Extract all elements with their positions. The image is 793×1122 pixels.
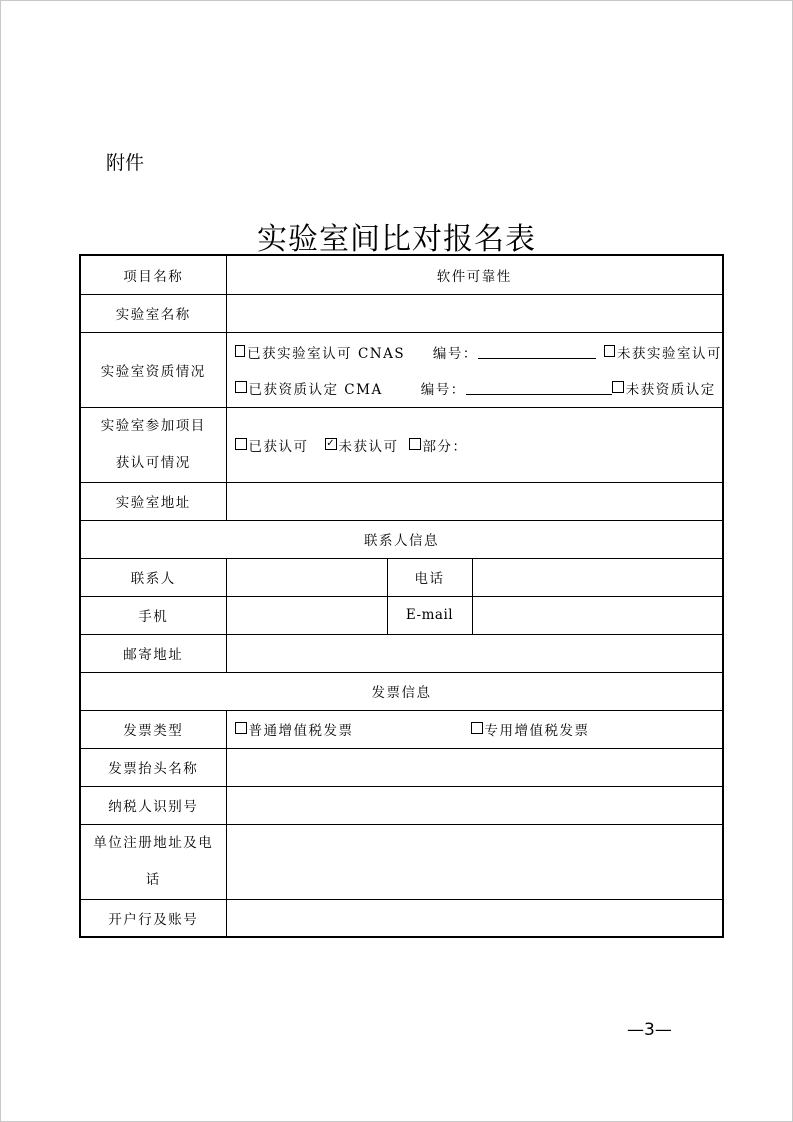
row-mail-address (80, 634, 723, 672)
lab-address-label: 实验室地址 (80, 482, 226, 520)
row-lab-address (80, 482, 723, 520)
row-bank-account (80, 899, 723, 937)
row-contact-section (80, 520, 723, 558)
mobile-field[interactable] (226, 596, 387, 634)
qualification-options (226, 332, 723, 407)
invoice-type-label: 发票类型 (80, 710, 226, 748)
cma-no-option-label: 未获资质认定 (625, 381, 716, 398)
row-accreditation (80, 407, 723, 482)
cnas-no-checkbox[interactable] (604, 345, 615, 357)
row-lab-name (80, 294, 723, 332)
accredited-checkbox[interactable] (235, 438, 247, 450)
accreditation-label (80, 407, 226, 482)
contact-section-heading: 联系人信息 (80, 520, 723, 558)
qualification-label: 实验室资质情况 (80, 332, 226, 407)
invoice-header-label: 发票抬头名称 (80, 748, 226, 786)
cnas-number-label: 编号： (432, 345, 478, 362)
invoice-header-field[interactable] (226, 748, 723, 786)
row-invoice-header (80, 748, 723, 786)
cma-option-label: 已获资质认定 CMA (248, 381, 383, 398)
row-project (80, 255, 723, 294)
lab-name-label: 实验室名称 (80, 294, 226, 332)
registered-address-field[interactable] (226, 824, 723, 899)
accreditation-options (226, 407, 723, 482)
row-mobile (80, 596, 723, 634)
form-title: 实验室间比对报名表 (257, 222, 536, 257)
special-invoice-checkbox[interactable] (471, 722, 483, 734)
registered-address-label-line2: 话 (145, 871, 161, 888)
accreditation-label-line2: 获认可情况 (115, 454, 191, 471)
partial-checkbox[interactable] (409, 438, 421, 450)
not-accredited-option-label: 未获认可 (338, 438, 399, 455)
mail-address-label: 邮寄地址 (80, 634, 226, 672)
mail-address-field[interactable] (226, 634, 723, 672)
invoice-section-heading: 发票信息 (80, 672, 723, 710)
cma-number-label: 编号： (420, 381, 466, 398)
email-field[interactable] (472, 596, 723, 634)
invoice-type-line (227, 711, 723, 747)
row-contact (80, 558, 723, 596)
taxpayer-id-label: 纳税人识别号 (80, 786, 226, 824)
lab-name-field[interactable] (226, 294, 723, 332)
general-invoice-checkbox[interactable] (235, 722, 247, 734)
mobile-label: 手机 (80, 596, 226, 634)
cma-line (227, 370, 723, 406)
not-accredited-checkbox[interactable]: ✓ (326, 437, 335, 449)
row-invoice-section (80, 672, 723, 710)
taxpayer-id-field[interactable] (226, 786, 723, 824)
bank-account-label: 开户行及账号 (80, 899, 226, 937)
contact-person-field[interactable] (226, 558, 387, 596)
project-name-value[interactable]: 软件可靠性 (226, 255, 723, 294)
cnas-line (227, 334, 723, 370)
registration-form-table (79, 254, 724, 938)
row-taxpayer-id (80, 786, 723, 824)
contact-person-label: 联系人 (80, 558, 226, 596)
bank-account-field[interactable] (226, 899, 723, 937)
lab-address-field[interactable] (226, 482, 723, 520)
accreditation-line (227, 427, 723, 463)
cnas-option-label: 已获实验室认可 CNAS (247, 345, 406, 362)
attachment-label: 附件 (106, 152, 145, 174)
cnas-number-field[interactable] (478, 344, 596, 359)
cnas-checkbox[interactable] (235, 345, 246, 357)
cma-number-field[interactable] (466, 380, 612, 395)
row-registered-address (80, 824, 723, 899)
cnas-no-option-label: 未获实验室认可 (617, 345, 723, 362)
phone-label: 电话 (387, 558, 472, 596)
page-number: —3— (627, 1020, 672, 1040)
general-invoice-label: 普通增值税发票 (248, 723, 354, 739)
accreditation-label-line1: 实验室参加项目 (100, 417, 206, 434)
project-name-label: 项目名称 (80, 255, 226, 294)
cma-no-checkbox[interactable] (612, 381, 624, 393)
phone-field[interactable] (472, 558, 723, 596)
row-qualification (80, 332, 723, 407)
email-label: E-mail (387, 596, 472, 634)
row-invoice-type (80, 710, 723, 748)
cma-checkbox[interactable] (235, 381, 247, 393)
registered-address-label-line1: 单位注册地址及电 (93, 834, 214, 851)
registered-address-label (80, 824, 226, 899)
invoice-type-options (226, 710, 723, 748)
special-invoice-label: 专用增值税发票 (484, 723, 590, 739)
partial-option-label: 部分： (422, 438, 468, 455)
accredited-option-label: 已获认可 (248, 438, 309, 455)
